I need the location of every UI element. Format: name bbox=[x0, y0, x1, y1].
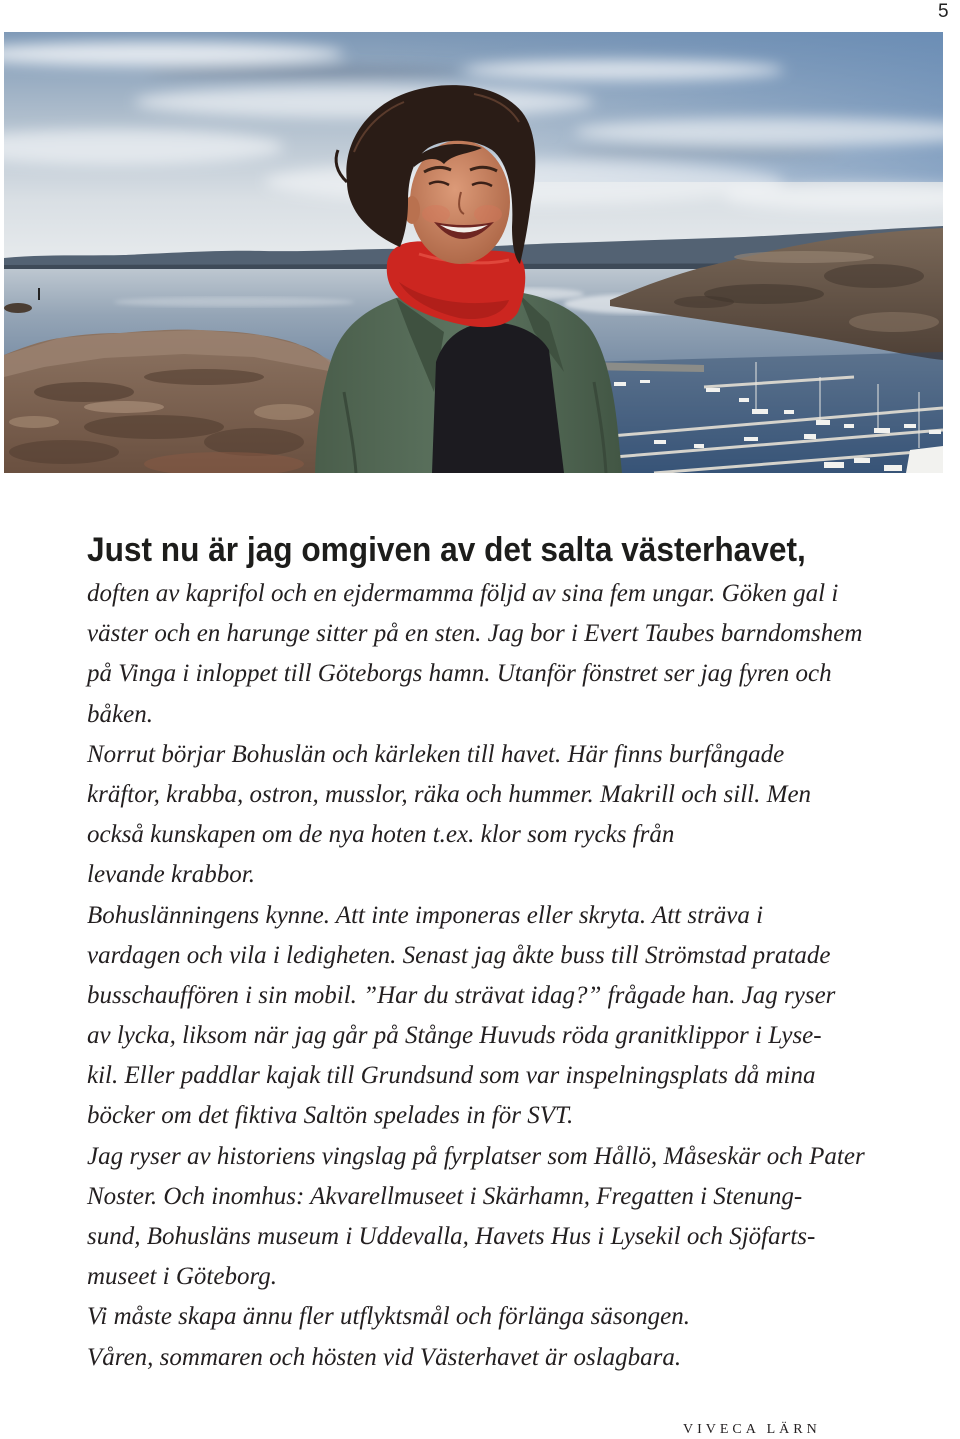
article-body bbox=[87, 574, 917, 1378]
body-text-line: Vi måste skapa ännu fler utflyktsmål och förlänga säsongen. bbox=[87, 1303, 690, 1331]
body-text-line: vardagen och vila i ledigheten. Senast jag åkte buss till Strömstad pratade bbox=[87, 941, 831, 969]
body-text-line: museet i Göteborg. bbox=[87, 1263, 278, 1291]
portrait-photo bbox=[4, 32, 943, 473]
body-text-line: sund, Bohusläns museum i Uddevalla, Havets Hus i Lysekil och Sjöfarts- bbox=[87, 1223, 816, 1250]
body-text-line: kil. Eller paddlar kajak till Grundsund som var inspelningsplats då mina bbox=[87, 1062, 816, 1090]
black-top bbox=[432, 322, 564, 473]
paragraph bbox=[87, 1297, 917, 1337]
body-text-line: båken. bbox=[87, 700, 153, 728]
body-text-line: Våren, sommaren och hösten vid Västerhavet är oslagbara. bbox=[87, 1343, 682, 1371]
body-text-line: kräftor, krabba, ostron, musslor, räka och hummer. Makrill och sill. Men bbox=[87, 780, 812, 808]
body-text-line: också kunskapen om de nya hoten t.ex. klor som rycks från bbox=[87, 821, 675, 849]
marina bbox=[584, 352, 943, 473]
body-text-line: levande krabbor. bbox=[87, 861, 256, 889]
paragraph bbox=[87, 735, 917, 896]
body-text-line: Norrut börjar Bohuslän och kärleken till havet. Här finns burfångade bbox=[87, 740, 785, 768]
paragraph bbox=[87, 1137, 917, 1298]
author-byline: VIVECA LÄRN bbox=[683, 1422, 821, 1437]
paragraph bbox=[87, 896, 917, 1137]
body-text-line: av lycka, liksom när jag går på Stånge Huvuds röda granitklippor i Lyse- bbox=[87, 1022, 822, 1050]
body-text-line: böcker om det fiktiva Saltön spelades in för SVT. bbox=[87, 1102, 574, 1130]
body-text-line: Jag ryser av historiens vingslag på fyrplatser som Hållö, Måseskär och Pater bbox=[87, 1142, 865, 1170]
body-text-line: Bohuslänningens kynne. Att inte imponeras eller skryta. Att sträva i bbox=[87, 901, 764, 929]
body-text-line: Noster. Och inomhus: Akvarellmuseet i Skärhamn, Fregatten i Stenung- bbox=[87, 1182, 803, 1210]
body-text-line: doften av kaprifol och en ejdermamma följd av sina fem ungar. Göken gal i bbox=[87, 580, 839, 607]
body-text-line: busschauffören i sin mobil. ”Har du strävat idag?” frågade han. Jag ryser bbox=[87, 981, 836, 1009]
paragraph bbox=[87, 1338, 917, 1378]
left-cliffs bbox=[4, 330, 349, 473]
page-number: 5 bbox=[938, 1, 949, 22]
body-text-line: på Vinga i inloppet till Göteborgs hamn. Utanför fönstret ser jag fyren och bbox=[87, 660, 832, 688]
body-text-line: väster och en harunge sitter på en sten. Jag bor i Evert Taubes barndomshem bbox=[87, 620, 863, 648]
lead-in-heading: Just nu är jag omgiven av det salta västerhavet, bbox=[87, 531, 806, 569]
paragraph bbox=[87, 574, 917, 735]
